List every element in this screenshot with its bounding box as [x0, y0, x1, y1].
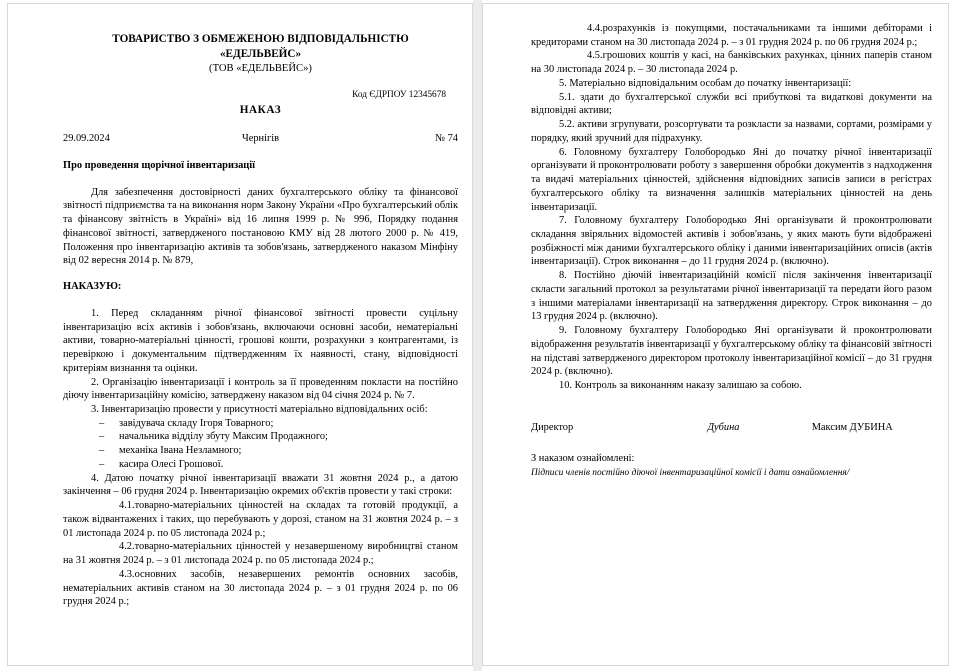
organization-name [63, 32, 458, 61]
order-item-4-5-text: грошових коштів у касі, на банківських рахунках, цінних паперів станом на 30 листопада 2024 р. – 30 листопада 2024 р. [531, 50, 932, 76]
order-item-4-2 [63, 540, 458, 567]
document-page-2 [482, 3, 949, 666]
order-item-7: 7. Головному бухгалтеру Голобородько Яні організувати й проконтролювати складання звіряльних відомостей активів і зобов'язань, у яких мають бути відображені розбіжності між даними бухгалтерського обліку і даними інвентаризаційних описів (актів інвентаризації). Строк виконання – до 11 грудня 2024 р. (включно). [531, 215, 932, 268]
dash-bullet-icon: – [99, 417, 105, 429]
order-item-6: 6. Головному бухгалтеру Голобородько Яні до початку річної інвентаризації організувати й проконтролювати роботу з завершення обробки документів з надходження та видачі матеріальних цінностей, здійснення відповідних записів записи в регістрах бухгалтерського обліку та визначення залишків матеріальних цінностей на день інвентаризації. [531, 146, 932, 213]
order-item-4-2-text: товарно-матеріальних цінностей у незавершеному виробництві станом на 31 жовтня 2024 р. – з 01 листопада 2024 р. по 05 листопада 2024 р.; [63, 541, 458, 567]
order-item-4-1-number: 4.1. [119, 500, 135, 512]
list-item [63, 430, 458, 444]
preamble-paragraph: Для забезпечення достовірності даних бухгалтерського обліку та фінансової звітності підприємства та на виконання норм Закону України «Про бухгалтерський облік та фінансову звітність в Україні» від 16 липня 1999 р. № 996, Порядку подання фінансової звітності, затвердженого постановою КМУ від 28 лютого 2000 р. № 419, Положення про інвентаризацію активів та зобов'язань, затвердженого наказом Мінфіну від 02 вересня 2014 р. № 879, [63, 186, 458, 267]
order-item-4-3-number: 4.3. [119, 568, 135, 580]
signature-name: Максим ДУБИНА [811, 421, 893, 433]
order-item-5-2: 5.2. активи згрупувати, розсортувати та розкласти за назвами, сортами, розмірами у порядку, який зручний для підрахунку. [531, 119, 932, 144]
order-item-4-4-number: 4.4. [587, 23, 603, 34]
acknowledgement-note: Підписи членів постійно діючої інвентаризаційної комісії і дати ознайомлення/ [531, 468, 850, 479]
dash-bullet-icon: – [99, 431, 105, 443]
order-item-4-4-text: розрахунків із покупцями, постачальниками та іншими дебіторами і кредиторами станом на 30 листопада 2024 р. – з 01 грудня 2024 р. по 06 грудня 2024 р.; [531, 23, 932, 48]
signature-block [531, 421, 932, 435]
edrpou-code: Код ЄДРПОУ 12345678 [352, 90, 446, 101]
page-separator [473, 0, 482, 671]
order-item-5-1: 5.1. здати до бухгалтерської служби всі прибуткові та видаткові документи на відповідні активи; [531, 91, 932, 117]
document-date: 29.09.2024 [63, 133, 110, 145]
order-keyword: НАКАЗУЮ: [63, 281, 122, 293]
order-item-5: 5. Матеріально відповідальним особам до початку інвентаризації: [559, 77, 852, 89]
organization-name-line-1: ТОВАРИСТВО З ОБМЕЖЕНОЮ ВІДПОВІДАЛЬНІСТЮ [112, 33, 409, 45]
order-item-4-4 [531, 22, 932, 49]
order-item-8: 8. Постійно діючій інвентаризаційній комісії після закінчення інвентаризації скласти загальний протокол за результатами річної інвентаризації та передати його разом з іншими матеріалами інвентаризації на затвердження директору. Строк виконання – до 13 грудня 2024 р. (включно). [531, 270, 932, 323]
document-subject: Про проведення щорічної інвентаризації [63, 160, 256, 172]
list-item [63, 458, 458, 472]
signature-title: Директор [531, 421, 574, 433]
signature-spacer [531, 393, 932, 419]
document-meta-row [63, 132, 458, 146]
signature-mark: Дубина [707, 421, 740, 433]
order-item-3: 3. Інвентаризацію провести у присутності матеріально відповідальних осіб: [91, 404, 428, 415]
document-kind-heading: НАКАЗ [239, 103, 282, 116]
list-item-label: завідувача складу Ігоря Товарного; [119, 417, 274, 429]
document-page-1 [7, 3, 473, 666]
order-item-1: 1. Перед складанням річної фінансової звітності провести суцільну інвентаризацію всіх активів і зобов'язань, включаючи основні засоби, нематеріальні активи, товарно-матеріальні цінності, грошові кошти, розрахунки з контрагентами, із перевіркою і документальним підтвердженням їх наявності, стану, відповідності критеріям визнання та оцінки. [63, 307, 458, 374]
document-number: № 74 [435, 133, 458, 145]
list-item-label: механіка Івана Незламного; [119, 445, 242, 457]
list-item-label: касира Олесі Грошової. [119, 458, 224, 470]
page-2-body [531, 22, 932, 480]
order-item-4-1 [63, 499, 458, 540]
order-item-2: 2. Організацію інвентаризації і контроль за її проведенням покласти на постійно діючу інвентаризаційну комісію, затверджену наказом від 04 січня 2024 р. № 7. [63, 376, 458, 402]
page-1-body [63, 32, 458, 609]
order-item-9: 9. Головному бухгалтеру Голобородько Яні організувати й проконтролювати відображення результатів інвентаризації у бухгалтерському обліку та фінансовій звітності на підставі затвердженого директором протоколу інвентаризаційної комісії – до 31 грудня 2024 р. (включно). [531, 325, 932, 378]
order-item-10: 10. Контроль за виконанням наказу залишаю за собою. [559, 380, 802, 392]
order-item-4-1-text: товарно-матеріальних цінностей на складах та готовій продукції, а також відвантажених і таких, що перебувають у дорозі, станом на 31 жовтня 2024 р. – з 01 листопада 2024 р. по 05 листопада 2024 р.; [63, 500, 458, 539]
organization-name-line-2: «ЕДЕЛЬВЕЙС» [219, 47, 302, 60]
document-city: Чернігів [241, 133, 280, 145]
list-item [63, 417, 458, 431]
order-item-4: 4. Датою початку річної інвентаризації вважати 31 жовтня 2024 р., а датою закінчення – 06 грудня 2024 р. Інвентаризацію окремих об'єктів провести у такі строки: [63, 472, 458, 498]
list-item-label: начальника відділу збуту Максим Продажного; [119, 431, 328, 443]
order-item-4-2-number: 4.2. [119, 541, 135, 553]
organization-short-name: (ТОВ «ЕДЕЛЬВЕЙС») [209, 63, 312, 75]
order-item-4-5-number: 4.5. [587, 50, 603, 62]
list-item [63, 444, 458, 458]
order-item-4-5 [531, 49, 932, 76]
dash-bullet-icon: – [99, 458, 105, 470]
acknowledgement-label: З наказом ознайомлені: [531, 452, 635, 464]
order-item-4-3-text: основних засобів, незавершених ремонтів основних засобів, нематеріальних активів станом на 30 листопада 2024 р. – з 01 грудня 2024 р. по 06 грудня 2024 р.; [63, 568, 458, 608]
order-item-4-3 [63, 568, 458, 609]
dash-bullet-icon: – [99, 445, 105, 457]
